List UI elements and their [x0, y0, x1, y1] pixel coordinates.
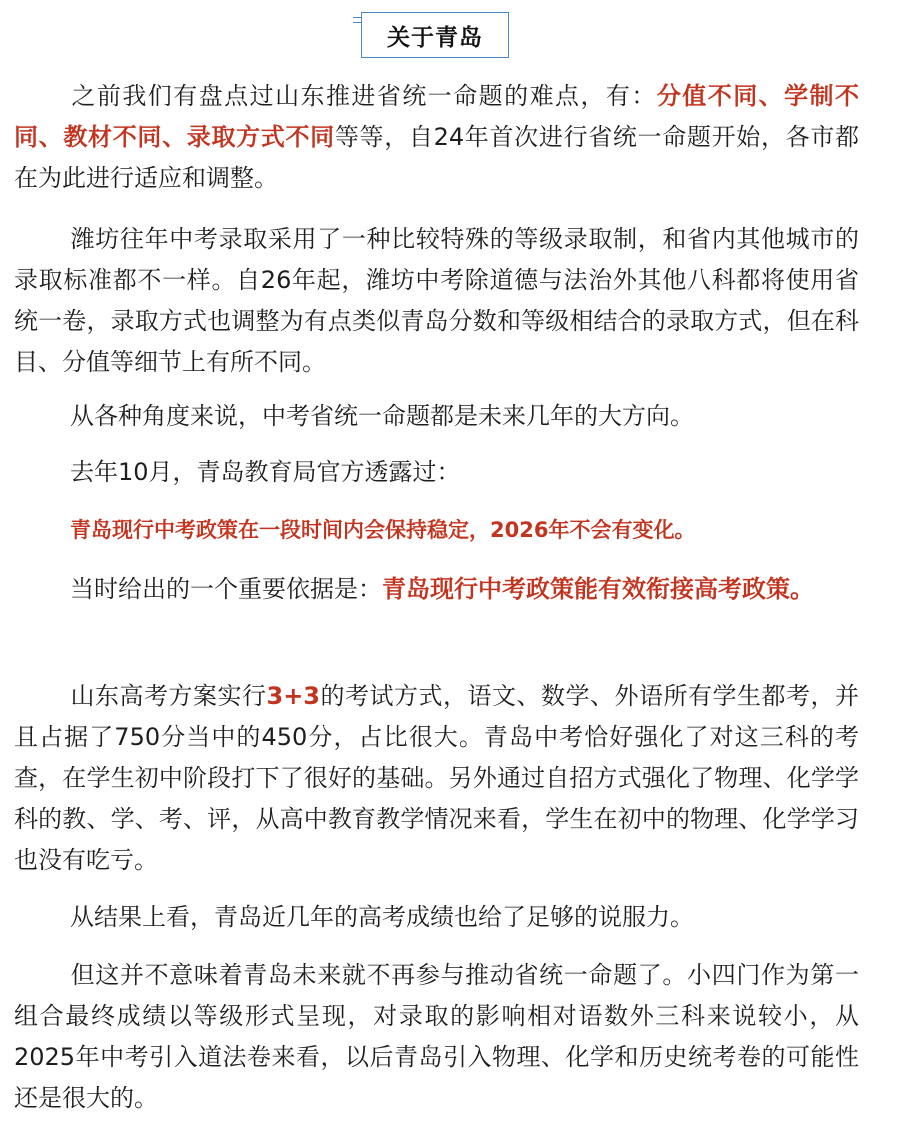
- paragraph-6-highlight: 3+3: [266, 682, 321, 710]
- paragraph-6-text: 山东高考方案实行: [70, 682, 267, 710]
- paragraph-1-text: 之前我们有盘点过山东推进省统一命题的难点，有：: [70, 82, 657, 110]
- highlight-quote: [14, 512, 859, 548]
- paragraph-1: [14, 76, 859, 199]
- paragraph-7-text: 从结果上看，青岛近几年的高考成绩也给了足够的说服力。: [70, 903, 694, 931]
- paragraph-7: [14, 897, 859, 938]
- paragraph-1-highlight: 分值不同、学制不同、教材不同、录取方式不同: [14, 82, 860, 151]
- paragraph-6-text-end: 的考试方式，语文、数学、外语所有学生都考，并且占据了750分当中的450分，占比很大。青岛中考恰好强化了对这三科的考查，在学生初中阶段打下了很好的基础。另外通过自招方式强化了物理、化学学科的教、学、考、评，从高中教育教学情况来看，学生在初中的物理、化学学习也没有吃亏。: [14, 682, 860, 874]
- paragraph-4-text: 去年10月，青岛教育局官方透露过：: [70, 458, 461, 486]
- paragraph-2: [14, 219, 859, 383]
- paragraph-3: [14, 396, 859, 437]
- paragraph-5-highlight: 青岛现行中考政策能有效衔接高考政策。: [382, 575, 814, 603]
- paragraph-3-text: 从各种角度来说，中考省统一命题都是未来几年的大方向。: [70, 402, 694, 430]
- paragraph-5: [14, 569, 859, 610]
- paragraph-4: [14, 452, 859, 493]
- paragraph-1-text-end: 等等，自24年首次进行省统一命题开始，各市都在为此进行适应和调整。: [14, 123, 860, 192]
- section-title: [361, 12, 509, 58]
- paragraph-8: [14, 955, 859, 1119]
- paragraph-6: [14, 676, 859, 881]
- highlight-quote-text: 青岛现行中考政策在一段时间内会保持稳定，2026年不会有变化。: [70, 518, 696, 542]
- section-title-text: 关于青岛: [361, 12, 509, 58]
- paragraph-5-text: 当时给出的一个重要依据是：: [70, 575, 382, 603]
- paragraph-2-text: 潍坊往年中考录取采用了一种比较特殊的等级录取制，和省内其他城市的录取标准都不一样。自26年起，潍坊中考除道德与法治外其他八科都将使用省统一卷，录取方式也调整为有点类似青岛分数和等级相结合的录取方式，但在科目、分值等细节上有所不同。: [14, 225, 859, 376]
- paragraph-8-text: 但这并不意味着青岛未来就不再参与推动省统一命题了。小四门作为第一组合最终成绩以等级形式呈现，对录取的影响相对语数外三科来说较小，从2025年中考引入道法卷来看，以后青岛引入物理、化学和历史统考卷的可能性还是很大的。: [14, 961, 859, 1112]
